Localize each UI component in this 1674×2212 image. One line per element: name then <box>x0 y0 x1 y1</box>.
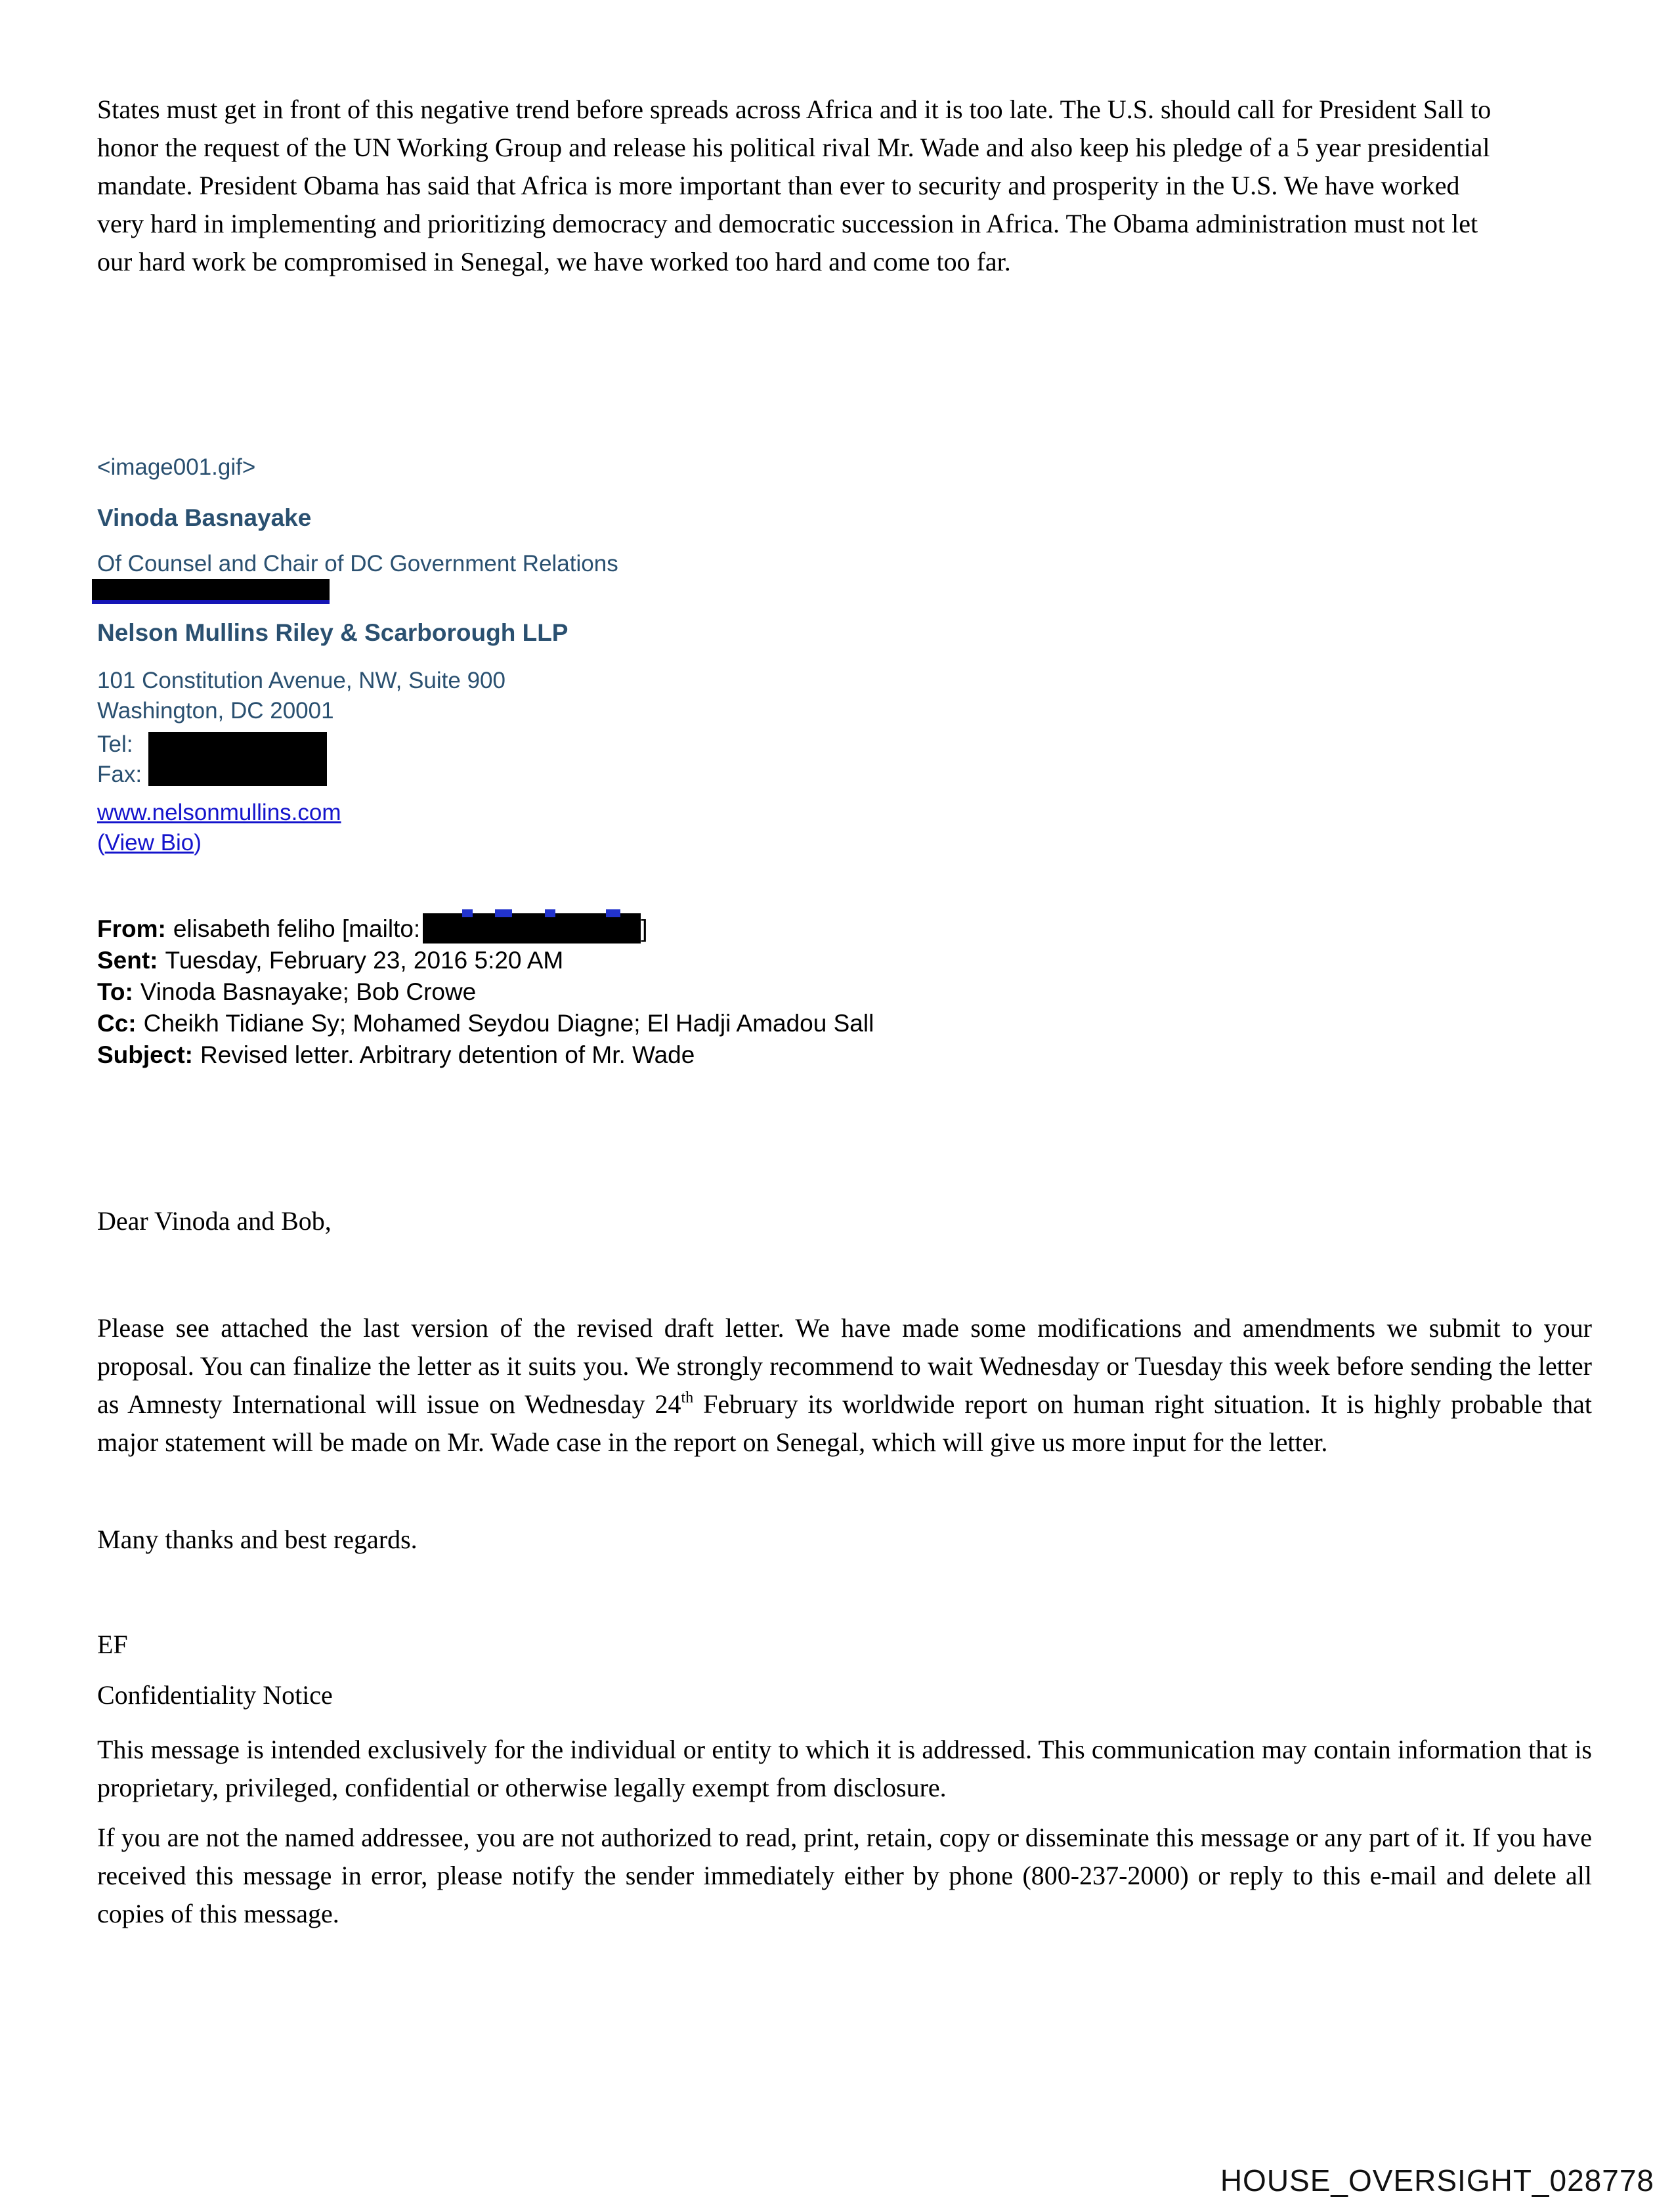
sent-value: Tuesday, February 23, 2016 5:20 AM <box>165 947 564 974</box>
redaction-bar-signature-email <box>92 579 330 604</box>
cc-value: Cheikh Tidiane Sy; Mohamed Seydou Diagne; El Hadji Amadou Sall <box>143 1010 874 1037</box>
from-value-suffix: ] <box>641 915 648 942</box>
header-from <box>97 913 1674 945</box>
email-header-block <box>97 913 1674 1071</box>
closing-line: Many thanks and best regards. <box>97 1525 418 1554</box>
tel-label: Tel: <box>97 731 133 757</box>
view-bio-close-paren: ) <box>194 830 202 856</box>
to-label: To: <box>97 978 133 1005</box>
redacted-text-remnant <box>462 909 473 917</box>
header-to <box>97 976 1674 1008</box>
signature-title: Of Counsel and Chair of DC Government Relations <box>97 551 618 576</box>
view-bio-link[interactable]: View Bio <box>104 830 194 856</box>
website-line <box>97 798 1674 828</box>
from-label: From: <box>97 915 166 942</box>
cc-label: Cc: <box>97 1010 137 1037</box>
confidentiality-paragraph-1: This message is intended exclusively for the individual or entity to which it is addressed. This communication may contain information that is proprietary, privileged, confidential or otherwise legally exempt from disclosure. <box>97 1735 1592 1802</box>
subject-value: Revised letter. Arbitrary detention of Mr. Wade <box>200 1041 695 1068</box>
sender-initials: EF <box>97 1630 128 1659</box>
redaction-box-tel-fax <box>148 732 327 786</box>
body-paragraph-part1: Please see attached the last version of the revised draft letter. We have made some modifications and amendments we submit to your proposal. You can finalize the letter as it suits you. We strongly recommend to wait Wednesday or Tuesday this week before sending the letter as Amnesty International will issue on Wednesday 24 <box>97 1313 1592 1419</box>
document-content <box>0 91 1674 1933</box>
view-bio-line <box>97 828 1674 858</box>
ordinal-superscript: th <box>681 1389 694 1406</box>
redacted-text-remnant <box>606 909 620 917</box>
subject-label: Subject: <box>97 1041 193 1068</box>
fax-label: Fax: <box>97 762 142 787</box>
bates-number: HOUSE_OVERSIGHT_028778 <box>1220 2163 1654 2198</box>
to-value: Vinoda Basnayake; Bob Crowe <box>140 978 477 1005</box>
body-paragraph-part2: February its worldwide report on human right situation. It is highly probable that major statement will be made on Mr. Wade case in the report on Senegal, which will give us more input for the letter. <box>97 1389 1592 1457</box>
redacted-text-remnant <box>495 909 512 917</box>
signature-name: Vinoda Basnayake <box>97 504 312 531</box>
telfax-block <box>97 729 1674 790</box>
confidentiality-heading: Confidentiality Notice <box>97 1680 333 1710</box>
header-sent <box>97 945 1674 976</box>
sent-label: Sent: <box>97 947 158 974</box>
body-paragraph <box>97 1309 1592 1462</box>
signature-firm-name: Nelson Mullins Riley & Scarborough LLP <box>97 619 569 646</box>
lead-paragraph: States must get in front of this negative trend before spreads across Africa and it is too late. The U.S. should call for President Sall to honor the request of the UN Working Group and release his political rival Mr. Wade and also keep his pledge of a 5 year presidential mandate. President Obama has said that Africa is more important than ever to security and prosperity in the U.S. We have worked very hard in implementing and prioritizing democracy and democratic succession in Africa. The Obama administration must not let our hard work be compromised in Senegal, we have worked too hard and come too far. <box>97 95 1492 276</box>
confidentiality-paragraph-2: If you are not the named addressee, you are not authorized to read, print, retain, copy or disseminate this message or any part of it. If you have received this message in error, please notify the sender immediately either by phone (800-237-2000) or reply to this e-mail and delete all copies of this message. <box>97 1823 1593 1928</box>
signature-address-city: Washington, DC 20001 <box>97 698 334 724</box>
from-value-prefix: elisabeth feliho [mailto: <box>173 915 421 942</box>
header-cc <box>97 1008 1674 1039</box>
greeting: Dear Vinoda and Bob, <box>97 1206 332 1236</box>
signature-block <box>97 452 1674 858</box>
website-link[interactable]: www.nelsonmullins.com <box>97 800 341 825</box>
telfax-labels <box>97 729 142 790</box>
inline-image-placeholder: <image001.gif> <box>97 454 256 480</box>
redaction-box-from-address <box>423 913 641 943</box>
signature-address-street: 101 Constitution Avenue, NW, Suite 900 <box>97 668 505 693</box>
redacted-text-remnant <box>545 909 555 917</box>
header-subject <box>97 1039 1674 1071</box>
view-bio-open-paren: ( <box>97 830 105 856</box>
